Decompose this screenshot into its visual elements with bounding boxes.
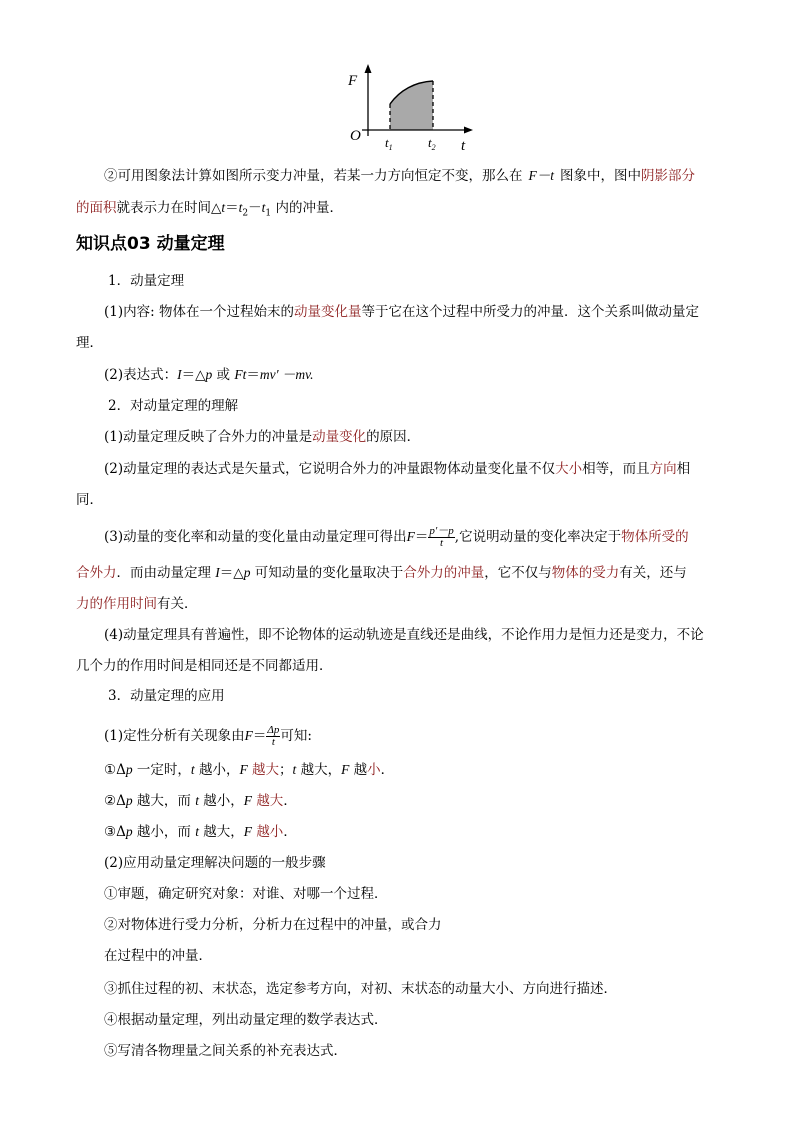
impulse-paragraph-line-2: 的面积就表示力在时间$\triangle t=t_2-t_1$ 内的冲量． — [76, 200, 343, 219]
step-2: ②对物体进行受力分析，分析力在过程中的冲量，或合力 — [104, 917, 442, 933]
understanding-4-line-2: 几个力的作用时间是相同还是不同都适用． — [76, 658, 333, 674]
understanding-2-line-1: (2)动量定理的表达式是矢量式，它说明合外力的冲量跟物体动量变化量不仅大小相等，而且方向相 — [104, 461, 691, 477]
expression-line: (2)表达式：I＝△p 或 Ft＝mv′ －mv. — [104, 367, 314, 383]
section-1-title: 1．动量定理 — [108, 273, 185, 289]
case-3: ③Δp 越小，而 t 越大，F 越小． — [104, 824, 297, 840]
x-axis-label: t — [461, 138, 466, 154]
understanding-2-line-2: 同． — [76, 492, 103, 508]
section-3-title: 3．动量定理的应用 — [108, 688, 225, 704]
t1-label: $t_1$ — [385, 135, 393, 152]
step-5: ⑤写清各物理量之间关系的补充表达式． — [104, 1043, 347, 1059]
x-axis-arrow-icon — [464, 127, 473, 134]
understanding-4-line-1: (4)动量定理具有普遍性，即不论物体的运动轨迹是直线还是曲线，不论作用力是恒力还是变力，不论 — [104, 627, 704, 643]
understanding-3-line-2: 合外力．而由动量定理 I＝△p 可知动量的变化量取决于合外力的冲量，它不仅与物体的受力有关，还与 — [76, 565, 687, 581]
section-2-title: 2．对动量定理的理解 — [108, 398, 239, 414]
y-axis-arrow-icon — [365, 64, 372, 73]
step-4: ④根据动量定理，列出动量定理的数学表达式． — [104, 1012, 388, 1028]
section-heading: 知识点03 动量定理 — [76, 234, 225, 254]
step-3: ③抓住过程的初、末状态，选定参考方向，对初、末状态的动量大小、方向进行描述． — [104, 981, 617, 997]
understanding-3-line-1: (3)动量的变化率和动量的变化量由动量定理可得出F＝ $\frac{p'-p}{t}$ ,它说明动量的变化率决定于物体所受的 — [104, 525, 689, 549]
fraction-delta-p-over-t: $\frac{\Delta p}{t}$ — [267, 724, 280, 748]
case-2: ②Δp 越大，而 t 越小，F 越大． — [104, 793, 297, 809]
f-t-graph — [330, 60, 480, 155]
content-line-2: 理． — [76, 335, 103, 351]
general-steps-title: (2)应用动量定理解决问题的一般步骤 — [104, 855, 326, 871]
impulse-paragraph-line-1: ②可用图象法计算如图所示变力冲量，若某一力方向恒定不变，那么在 F－t 图象中，图中阴影部分 — [104, 168, 695, 184]
y-axis-label: F — [348, 73, 358, 89]
t2-label: $t_2$ — [428, 135, 436, 152]
origin-label: O — [350, 128, 361, 144]
fraction-dp-over-t: $\frac{p'-p}{t}$ — [429, 525, 454, 549]
step-1: ①审题，确定研究对象：对谁、对哪一个过程． — [104, 886, 388, 902]
content-line-1: (1)内容: 物体在一个过程始末的动量变化量等于它在这个过程中所受力的冲量．这个关系叫做动量定 — [104, 304, 699, 320]
case-1: ①Δp 一定时，t 越小，F 越大；t 越大，F 越小． — [104, 762, 395, 778]
understanding-1: (1)动量定理反映了合外力的冲量是动量变化的原因． — [104, 429, 421, 445]
understanding-3-line-3: 力的作用时间有关． — [76, 596, 198, 612]
step-2-continued: 在过程中的冲量． — [104, 948, 212, 964]
shaded-area — [390, 81, 433, 130]
qualitative-analysis: (1)定性分析有关现象由F＝ $\frac{\Delta p}{t}$ 可知: — [104, 724, 312, 748]
